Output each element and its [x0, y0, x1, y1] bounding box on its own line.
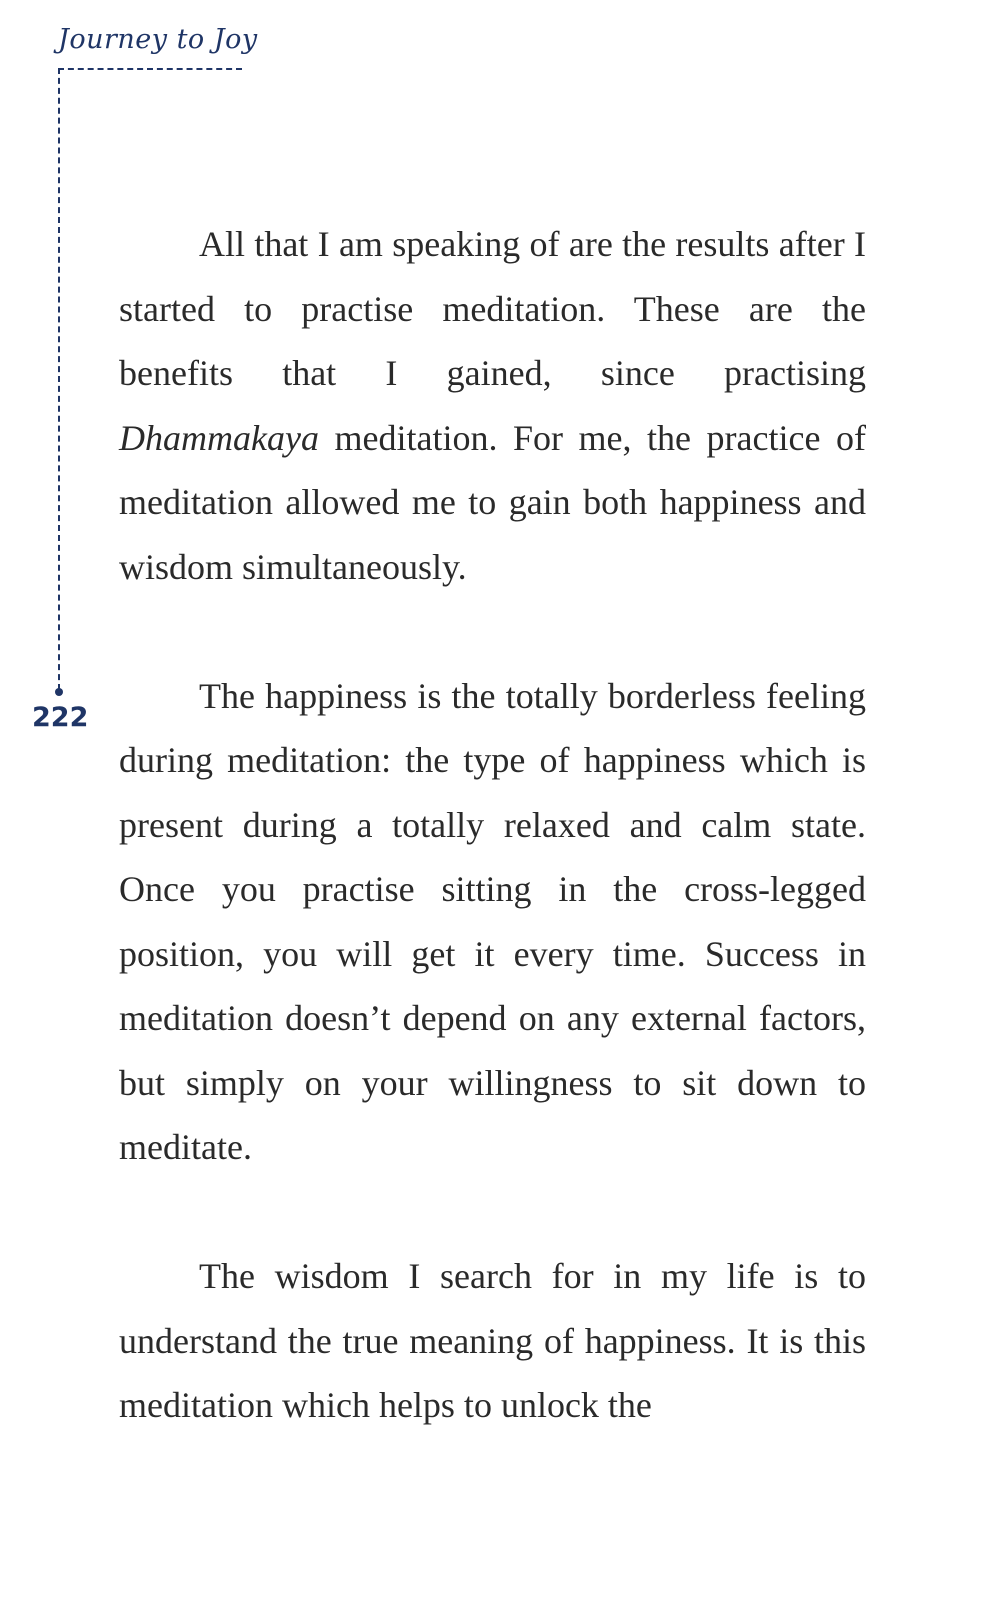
- paragraph-1: [119, 212, 866, 599]
- italic-term-dhammakaya: Dhammakaya: [119, 417, 319, 458]
- paragraph-1-end: meditation. For me, the practice of meditation allowed me to gain both happiness and wisdom simultaneously.: [119, 417, 866, 587]
- running-header-title: Journey to Joy: [58, 24, 258, 55]
- page-number: 222: [32, 702, 89, 733]
- header-dashed-rule: [58, 68, 242, 70]
- paragraph-1-start: All that I am speaking of are the results after I started to practise meditation. These are the benefits that I gained, since practising: [119, 224, 866, 393]
- paragraph-2: The happiness is the totally borderless feeling during meditation: the type of happiness which is present during a totally relaxed and calm state. Once you practise sitting in the cross-legged position, you will get it every time. Success in meditation doesn’t depend on any external factors, but simply on your willingness to sit down to meditate.: [119, 675, 866, 1167]
- side-dashed-rule: [58, 68, 60, 690]
- side-rule-end-dot: [55, 688, 63, 696]
- body-text: [119, 212, 866, 1438]
- paragraph-3: The wisdom I search for in my life is to understand the true meaning of happiness. It is this meditation which helps to unlock the: [119, 1256, 866, 1425]
